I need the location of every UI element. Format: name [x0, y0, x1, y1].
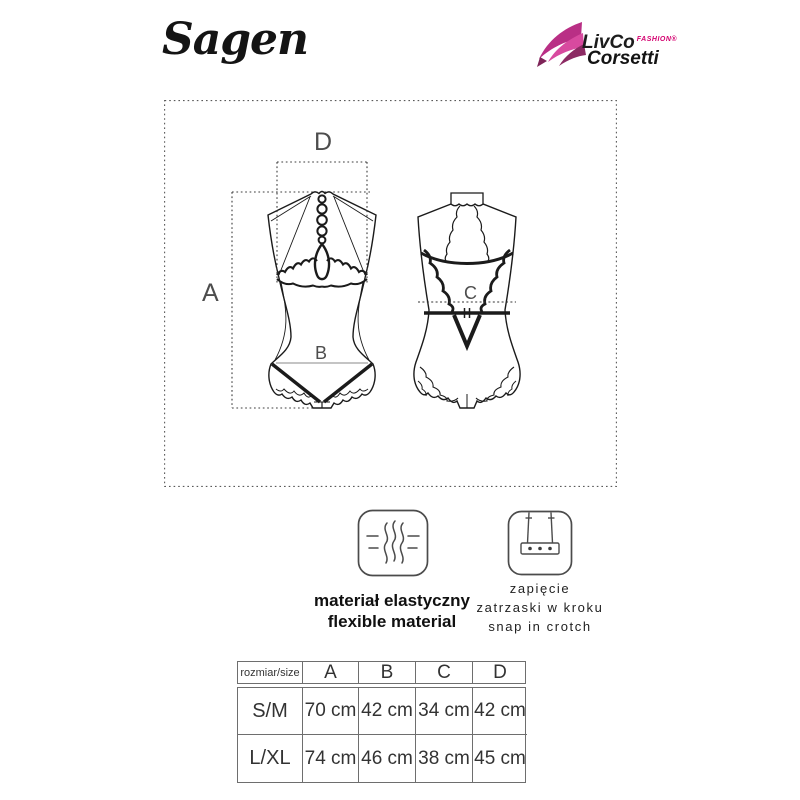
table-cell: 70 cm: [303, 688, 359, 735]
label-c: C: [464, 283, 477, 303]
snap-crotch-caption: [455, 579, 625, 636]
table-cell-size: L/XL: [238, 735, 303, 782]
size-table-body: [237, 687, 526, 783]
brand-livco: LivCo: [582, 32, 635, 53]
snap-crotch-icon: [507, 510, 573, 576]
table-header-cell: A: [303, 662, 359, 684]
label-b: B: [315, 343, 328, 363]
table-cell: 38 cm: [416, 735, 473, 782]
label-d: D: [314, 128, 333, 156]
table-header-cell: D: [493, 662, 507, 683]
table-cell: 74 cm: [303, 735, 359, 782]
table-cell: 42 cm: [359, 688, 416, 735]
table-cell: 34 cm: [416, 688, 473, 735]
back-collar: [451, 193, 483, 206]
table-header-cell: B: [359, 662, 416, 684]
wing-icon: [536, 21, 588, 71]
table-cell: 46 cm: [359, 735, 416, 782]
elastic-material-icon: [357, 509, 429, 577]
table-header-cell: C: [416, 662, 473, 684]
table-cell: 45 cm: [474, 747, 526, 769]
label-a: A: [202, 279, 219, 307]
caption-line: snap in crotch: [488, 619, 592, 634]
table-header-cell: rozmiar/size: [238, 662, 303, 684]
brand-logo: [536, 21, 678, 75]
table-cell: 42 cm: [473, 688, 527, 735]
size-table: [237, 661, 526, 783]
size-table-header: [237, 661, 526, 684]
table-cell-size: S/M: [238, 688, 303, 735]
front-view: [268, 192, 376, 409]
brand-fashion: FASHION®: [636, 36, 678, 43]
caption-line: zapięcie: [509, 581, 571, 596]
caption-line: flexible material: [327, 612, 457, 631]
caption-line: materiał elastyczny: [314, 591, 470, 610]
product-title: Sagen: [162, 14, 309, 65]
caption-line: zatrzaski w kroku: [476, 600, 604, 615]
brand-name-bottom: Corsetti: [587, 48, 659, 69]
back-outline: [414, 204, 520, 408]
measurement-diagram: [164, 100, 617, 487]
